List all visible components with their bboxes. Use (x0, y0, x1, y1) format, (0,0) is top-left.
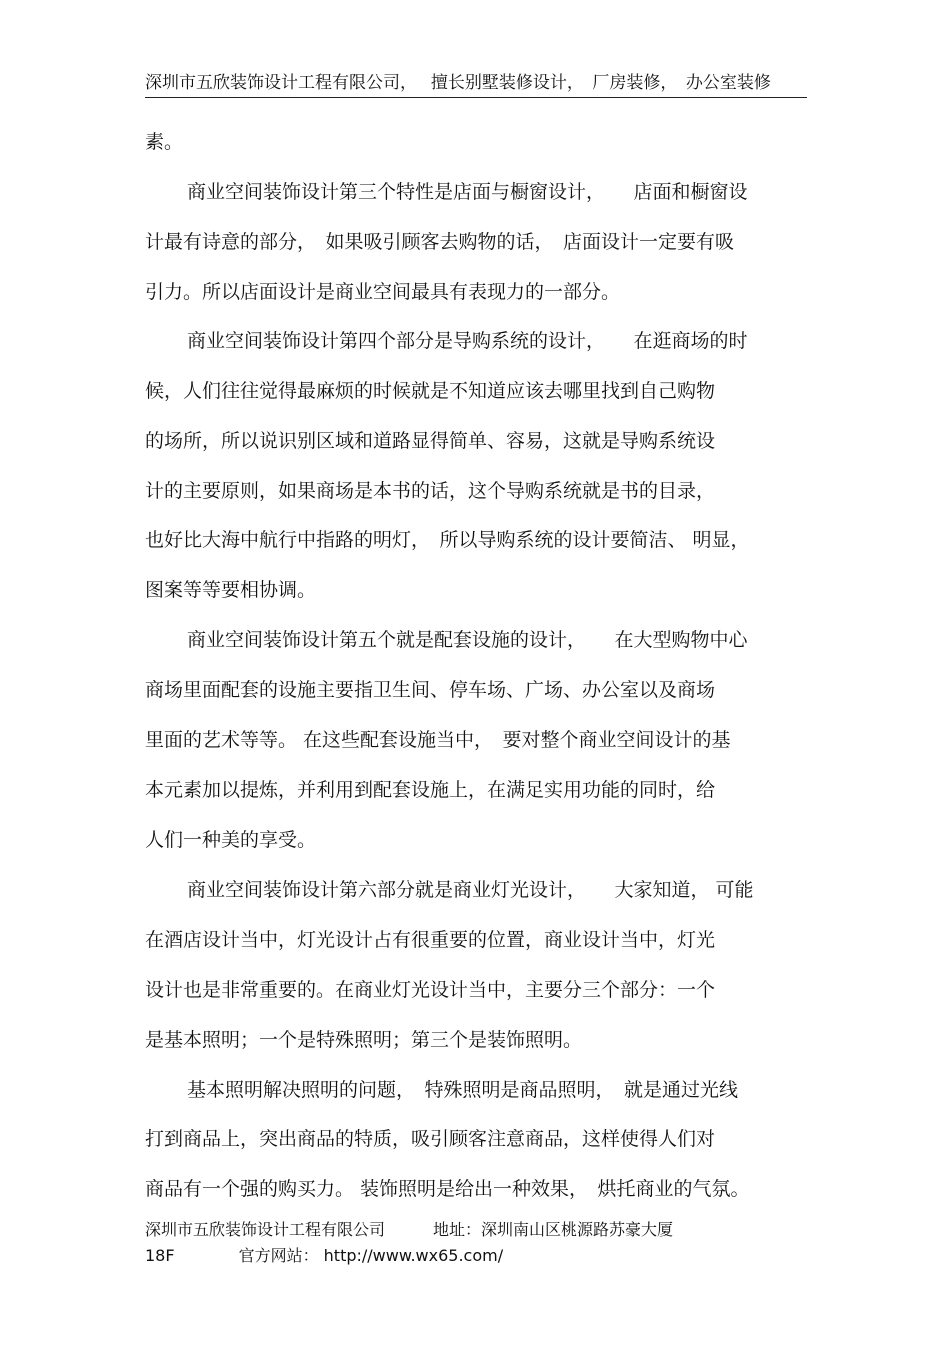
body-line: 在酒店设计当中，灯光设计占有很重要的位置，商业设计当中，灯光 (145, 929, 716, 951)
body-line: 商品有一个强的购买力。 装饰照明是给出一种效果， 烘托商业的气氛。 (145, 1178, 750, 1200)
body-line: 候，人们往往觉得最麻烦的时候就是不知道应该去哪里找到自己购物 (145, 380, 716, 402)
footer-website: 18F 官方网站： http://www.wx65.com/ (145, 1246, 504, 1265)
body-line: 本元素加以提炼，并利用到配套设施上，在满足实用功能的同时，给 (145, 779, 716, 801)
body-line: 引力。所以店面设计是商业空间最具有表现力的一部分。 (145, 281, 621, 303)
body-line: 也好比大海中航行中指路的明灯， 所以导购系统的设计要简洁、 明显， (145, 529, 750, 551)
body-line: 基本照明解决照明的问题， 特殊照明是商品照明， 就是通过光线 (187, 1079, 739, 1101)
page-header: 深圳市五欣装饰设计工程有限公司， 擅长别墅装修设计， 厂房装修， 办公室装修 (145, 73, 771, 93)
body-line: 计的主要原则，如果商场是本书的话，这个导购系统就是书的目录， (145, 480, 716, 502)
body-line: 计最有诗意的部分， 如果吸引顾客去购物的话， 店面设计一定要有吸 (145, 231, 735, 253)
body-line: 的场所，所以说识别区域和道路显得简单、容易，这就是导购系统设 (145, 430, 716, 452)
body-line: 图案等等要相协调。 (145, 579, 317, 601)
body-line: 商业空间装饰设计第六部分就是商业灯光设计， 大家知道， 可能 (187, 879, 754, 901)
body-line: 里面的艺术等等。 在这些配套设施当中， 要对整个商业空间设计的基 (145, 729, 731, 751)
body-line: 商业空间装饰设计第三个特性是店面与橱窗设计， 店面和橱窗设 (187, 181, 748, 203)
body-line: 素。 (145, 131, 184, 153)
body-line: 是基本照明；一个是特殊照明；第三个是装饰照明。 (145, 1029, 583, 1051)
body-line: 商业空间装饰设计第五个就是配套设施的设计， 在大型购物中心 (187, 629, 748, 651)
body-line: 人们一种美的享受。 (145, 829, 317, 851)
header-divider (145, 97, 807, 98)
body-line: 设计也是非常重要的。在商业灯光设计当中，主要分三个部分：一个 (145, 979, 716, 1001)
body-line: 打到商品上，突出商品的特质，吸引顾客注意商品，这样使得人们对 (145, 1128, 716, 1150)
body-line: 商场里面配套的设施主要指卫生间、停车场、广场、办公室以及商场 (145, 679, 716, 701)
body-line: 商业空间装饰设计第四个部分是导购系统的设计， 在逛商场的时 (187, 330, 748, 352)
footer-company-address: 深圳市五欣装饰设计工程有限公司 地址：深圳南山区桃源路苏豪大厦 (145, 1220, 674, 1239)
